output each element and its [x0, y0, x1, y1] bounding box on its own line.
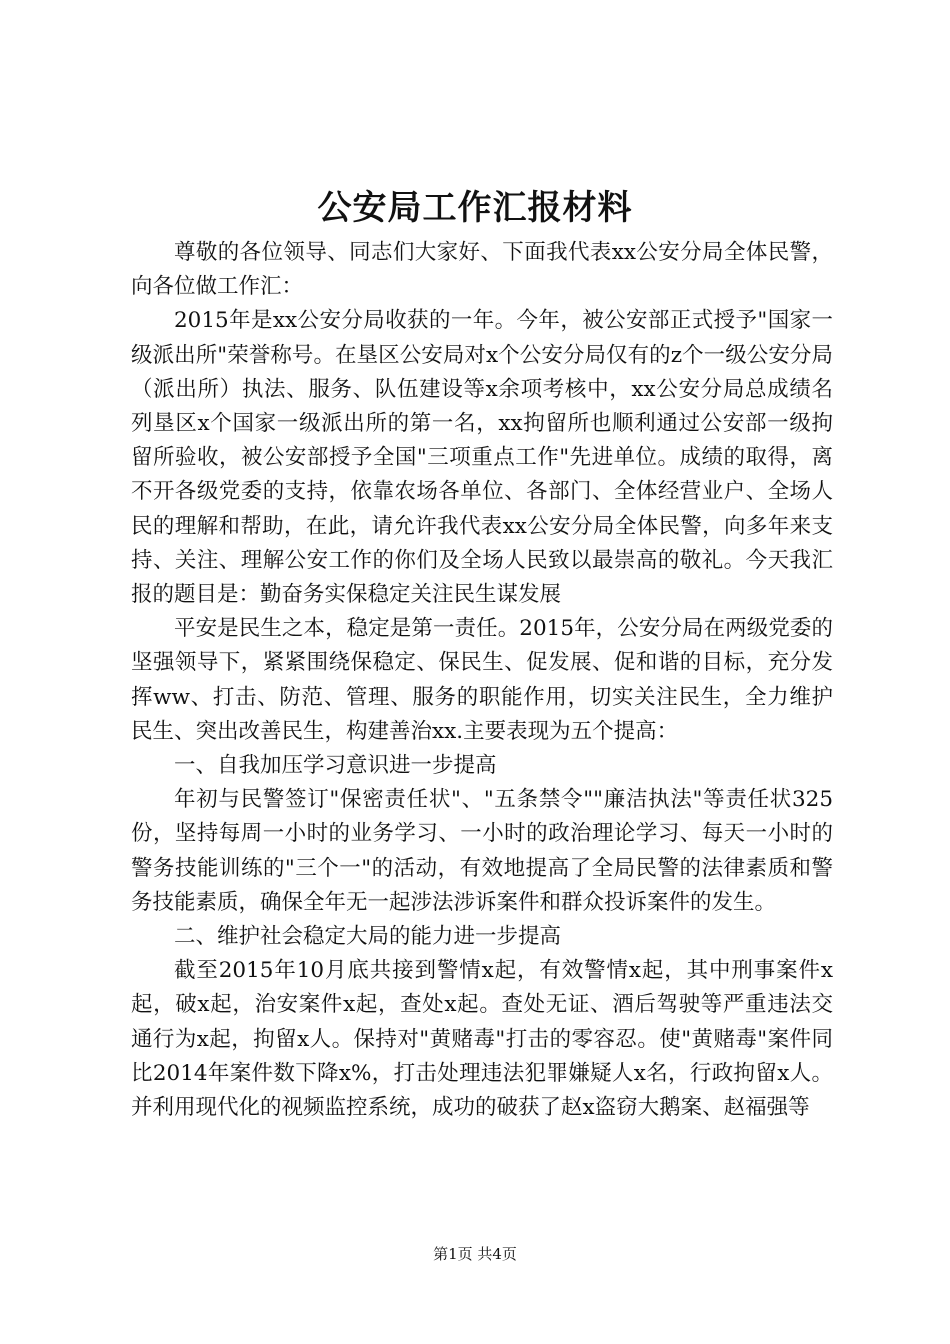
paragraph-achievements: 2015年是xx公安分局收获的一年。今年，被公安部正式授予"国家一级派出所"荣誉称号。在垦区公安局对x个公安分局仅有的z个一级公安分局（派出所）执法、服务、队伍建设等x余项考核中，xx公安分局总成绩名列垦区x个国家一级派出所的第一名，xx拘留所也顺利通过公安部一级拘留所验收，被公安部授予全国"三项重点工作"先进单位。成绩的取得，离不开各级党委的支持，依靠农场各单位、各部门、全体经营业户、全场人民的理解和帮助，在此，请允许我代表xx公安分局全体民警，向多年来支持、关注、理解公安工作的你们及全场人民致以最崇高的敬礼。今天我汇报的题目是：勤奋务实保稳定关注民生谋发展	[131, 308, 833, 608]
paragraph-section-1: 年初与民警签订"保密责任状"、"五条禁令""廉洁执法"等责任状325份，坚持每周一小时的业务学习、一小时的政治理论学习、每天一小时的警务技能训练的"三个一"的活动，有效地提高了全局民警的法律素质和警务技能素质，确保全年无一起涉法涉诉案件和群众投诉案件的发生。	[131, 787, 833, 915]
document-title: 公安局工作汇报材料	[317, 188, 633, 228]
section-heading-2: 二、维护社会稳定大局的能力进一步提高	[174, 924, 562, 950]
paragraph-section-2: 截至2015年10月底共接到警情x起，有效警情x起，其中刑事案件x起，破x起，治安案件x起，查处x起。查处无证、酒后驾驶等严重违法交通行为x起，拘留x人。保持对"黄赌毒"打击的零容忍。使"黄赌毒"案件同比2014年案件数下降x%，打击处理违法犯罪嫌疑人x名，行政拘留x人。并利用现代化的视频监控系统，成功的破获了赵x盗窃大鹅案、赵福强等	[131, 958, 833, 1121]
paragraph-overview: 平安是民生之本，稳定是第一责任。2015年，公安分局在两级党委的坚强领导下，紧紧围绕保稳定、保民生、促发展、促和谐的目标，充分发挥ww、打击、防范、管理、服务的职能作用，切实关注民生，全力维护民生、突出改善民生，构建善治xx.主要表现为五个提高：	[131, 616, 833, 744]
section-heading-1: 一、自我加压学习意识进一步提高	[174, 753, 497, 779]
page-footer: 第1页 共4页	[433, 1245, 517, 1263]
paragraph-greeting: 尊敬的各位领导、同志们大家好、下面我代表xx公安分局全体民警，向各位做工作汇：	[131, 240, 833, 300]
document-body	[131, 236, 833, 1125]
